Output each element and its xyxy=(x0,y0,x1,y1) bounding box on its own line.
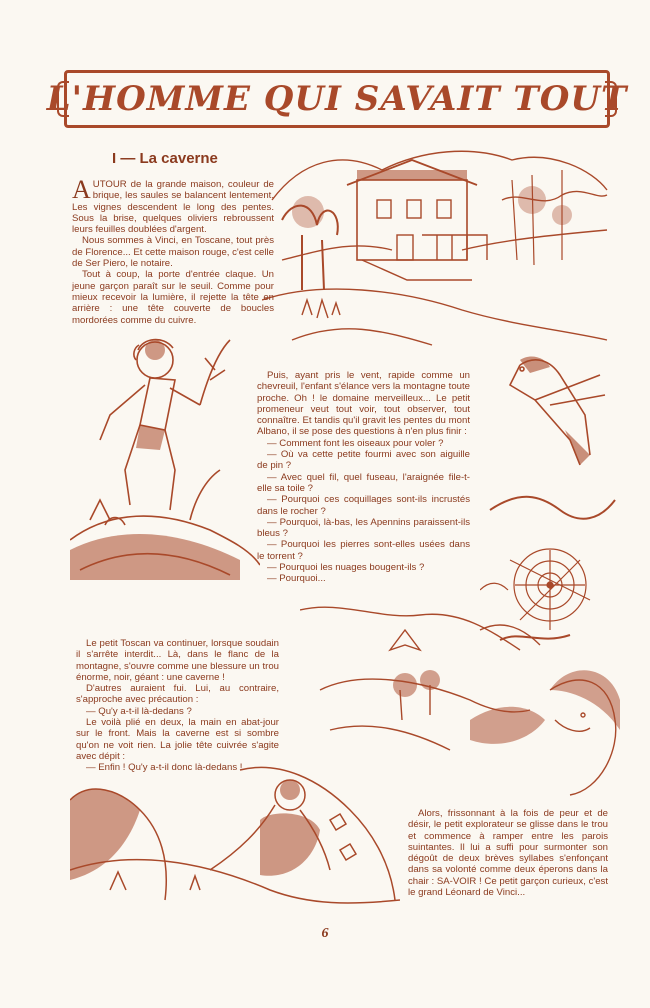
cave-paragraph-4: Le voilà plié en deux, la main en abat-jour sur le front. Mais la caverne est si sombre qu'on ne voit rien. La jolie tête cuivrée s'agite avec dépit : xyxy=(76,717,279,762)
house-illustration xyxy=(262,140,612,350)
cave-illustration xyxy=(70,760,400,910)
conclusion-paragraph: Alors, frissonnant à la fois de peur et de désir, le petit explorateur se glisse dans le trou et commence à ramper entre les parois suintantes. Il lui a suffi pour surmonter son dégoût de deux brèves syllabes s'enfonçant dans sa volonté comme deux éperons dans la chair : SA-VOIR ! Ce petit garçon curieux, c'est le grand Léonard de Vinci... xyxy=(408,808,608,899)
question-3: — Avec quel fil, quel fuseau, l'araignée file-t-elle sa toile ? xyxy=(257,471,470,494)
cave-paragraph-2: D'autres auraient fui. Lui, au contraire, s'approche avec précaution : xyxy=(76,683,279,706)
cave-paragraph-5: — Enfin ! Qu'y a-t-il donc là-dedans ! xyxy=(86,762,243,774)
conclusion-text xyxy=(408,808,608,898)
chapter-title: I — La caverne xyxy=(112,150,218,167)
questions-text xyxy=(257,370,470,585)
page-number: 6 xyxy=(321,926,329,941)
intro-paragraph-3: Tout à coup, la porte d'entrée claque. Un jeune garçon paraît sur le seuil. Comme pour mieux recevoir la lumière, il rejette la tête en arrière : une tête couverte de boucles mordorées comme du cuivre. xyxy=(72,269,274,326)
intro-text xyxy=(72,175,274,326)
cave-paragraph-3: — Qu'y a-t-il là-dedans ? xyxy=(86,705,192,717)
question-1: — Comment font les oiseaux pour voler ? xyxy=(267,437,444,449)
boy-running-illustration xyxy=(70,330,260,580)
intro-paragraph-1: UTOUR de la grande maison, couleur de brique, les saules se balancent lentement. Les vignes descendent le long des pentes. Sous la brise, quelques oliviers rebroussent leurs feuilles doublées d'argent. xyxy=(72,179,274,236)
question-5: — Pourquoi, là-bas, les Apennins paraissent-ils bleus ? xyxy=(257,516,470,540)
question-2: — Où va cette petite fourmi avec son aiguille de pin ? xyxy=(257,449,470,472)
intro-paragraph-2: Nous sommes à Vinci, en Toscane, tout près de Florence... Et cette maison rouge, c'est celle de Ser Piero, le notaire. xyxy=(72,235,274,270)
cave-text xyxy=(76,638,279,774)
question-6: — Pourquoi les pierres sont-elles usées dans le torrent ? xyxy=(257,539,470,562)
title-banner xyxy=(46,70,628,128)
question-7: — Pourquoi les nuages bougent-ils ? xyxy=(267,562,425,574)
bird-illustration xyxy=(490,345,615,470)
questions-intro: Puis, ayant pris le vent, rapide comme un chevreuil, l'enfant s'élance vers la montagne toute proche. Oh ! le domaine merveilleux... Le petit promeneur veut tout voir, tout observer, tout connaître. Et tandis qu'il gravit les pentes du mont Albano, il se pose des questions à n'en plus finir : xyxy=(257,370,470,438)
question-4: — Pourquoi ces coquillages sont-ils incrustés dans le rocher ? xyxy=(257,494,470,517)
cave-paragraph-1: Le petit Toscan va continuer, lorsque soudain il s'arrête interdit... Là, dans le flanc de la montagne, s'ouvre comme une blessure un trou énorme, noir, géant : une caverne ! xyxy=(76,638,279,683)
question-8: — Pourquoi... xyxy=(267,573,326,585)
drop-cap: A xyxy=(72,175,91,204)
story-title: L'HOMME QUI SAVAIT TOUT xyxy=(46,79,628,119)
